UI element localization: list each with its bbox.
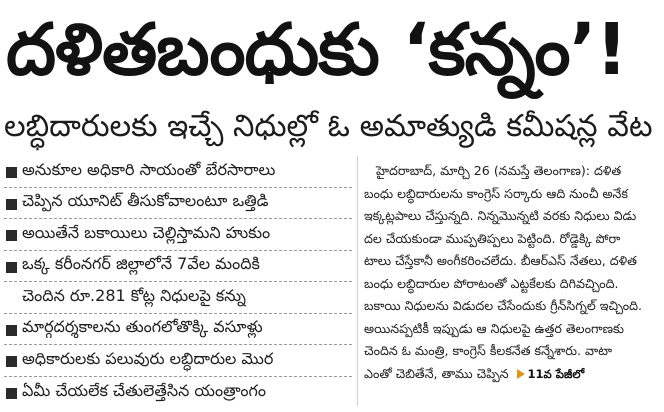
bullet-item	[4, 377, 352, 409]
bullet-text: అనుకూల అధికారి సాయంతో బేరసారాలు	[22, 159, 276, 179]
arrow-right-icon	[517, 369, 525, 379]
body-line-text: ఎంతో చెబితేనే, తాము చెప్పిన	[364, 365, 509, 381]
body-line: అయినప్పటికీ ఇప్పుడు ఆ నిధులపై ఉత్తర తెలంగాణకు	[364, 320, 624, 336]
bullet-square-icon	[6, 167, 17, 178]
headline: దళితబంధుకు ‘కన్నం’!	[6, 8, 627, 91]
bullet-square-icon	[6, 356, 17, 367]
bullet-item	[4, 188, 352, 220]
body-last-line	[364, 363, 660, 386]
body-line: బంధు లబ్ధిదారుల పోరాటంతో ఎట్టకేలకు దిగివచ్చింది.	[364, 275, 619, 291]
body-line: బంధు లబ్ధిదారులను కాంగ్రెస్ సర్కారు ఆది నుంచీ అనేక	[364, 185, 628, 201]
bullet-square-icon	[6, 199, 17, 210]
bullet-square-icon	[6, 388, 17, 399]
bullet-text: అయితేనే బకాయిలు చెల్లిస్తామని హుకుం	[22, 222, 271, 242]
article-body	[364, 160, 660, 408]
bullet-item	[4, 219, 352, 251]
continuation-text: 11వ పేజీలో	[527, 366, 585, 381]
bullet-square-icon	[6, 262, 17, 273]
body-line: హైదరాబాద్, మార్చి 26 (నమస్తే తెలంగాణ): దళిత	[376, 163, 622, 178]
subheadline: లబ్ధిదారులకు ఇచ్చే నిధుల్లో ఓ అమాత్యుడి కమీషన్ల వేట	[4, 109, 653, 144]
bullet-item	[4, 251, 352, 283]
bullet-text: ఒక్క కరీంనగర్ జిల్లాలోనే 7వేల మందికి	[22, 254, 260, 274]
column-divider	[357, 156, 358, 406]
body-line: ఇక్కట్లపాలు చేస్తున్నది. నిన్నమొన్నటి వరకు నిధులు విడు	[364, 208, 637, 223]
body-line: టాలు చేస్తేకానీ అంగీకరించలేదు. బీఆర్ఎస్ నేతలు, దళిత	[364, 253, 637, 268]
bullet-text: అధికారులకు పలువురు లబ్ధిదారుల మొర	[22, 348, 274, 368]
bullet-text: ఏమీ చేయలేక చేతులెత్తేసిన యంత్రాంగం	[22, 380, 266, 400]
bullet-item	[4, 314, 352, 346]
body-line: చెందిన ఓ మంత్రి, కాంగ్రెస్ కీలకనేత కన్నేశారు. వాటా	[364, 343, 612, 358]
bullet-item	[4, 282, 352, 314]
bullet-text: మార్గదర్శకాలను తుంగలోతొక్కి వసూళ్లు	[22, 317, 263, 337]
bullet-list	[4, 156, 352, 408]
bullet-square-icon	[6, 325, 17, 336]
bullet-item	[4, 156, 352, 188]
body-line: దల చేయకుండా ముప్పతిప్పలు పెట్టింది. రోడ్డెక్కి పోరా	[364, 230, 621, 246]
bullet-square-icon	[6, 230, 17, 241]
bullet-text: చెప్పిన యూనిట్ తీసుకోవాలంటూ ఒత్తిడి	[22, 191, 269, 211]
continuation-tag[interactable]	[517, 363, 585, 386]
body-line: బకాయి నిధులను విడుదల చేసేందుకు గ్రీన్‌సిగ్నల్ ఇచ్చింది.	[364, 298, 643, 313]
bullet-text: చెందిన రూ.281 కోట్ల నిధులపై కన్ను	[22, 285, 246, 305]
bullet-item	[4, 345, 352, 377]
